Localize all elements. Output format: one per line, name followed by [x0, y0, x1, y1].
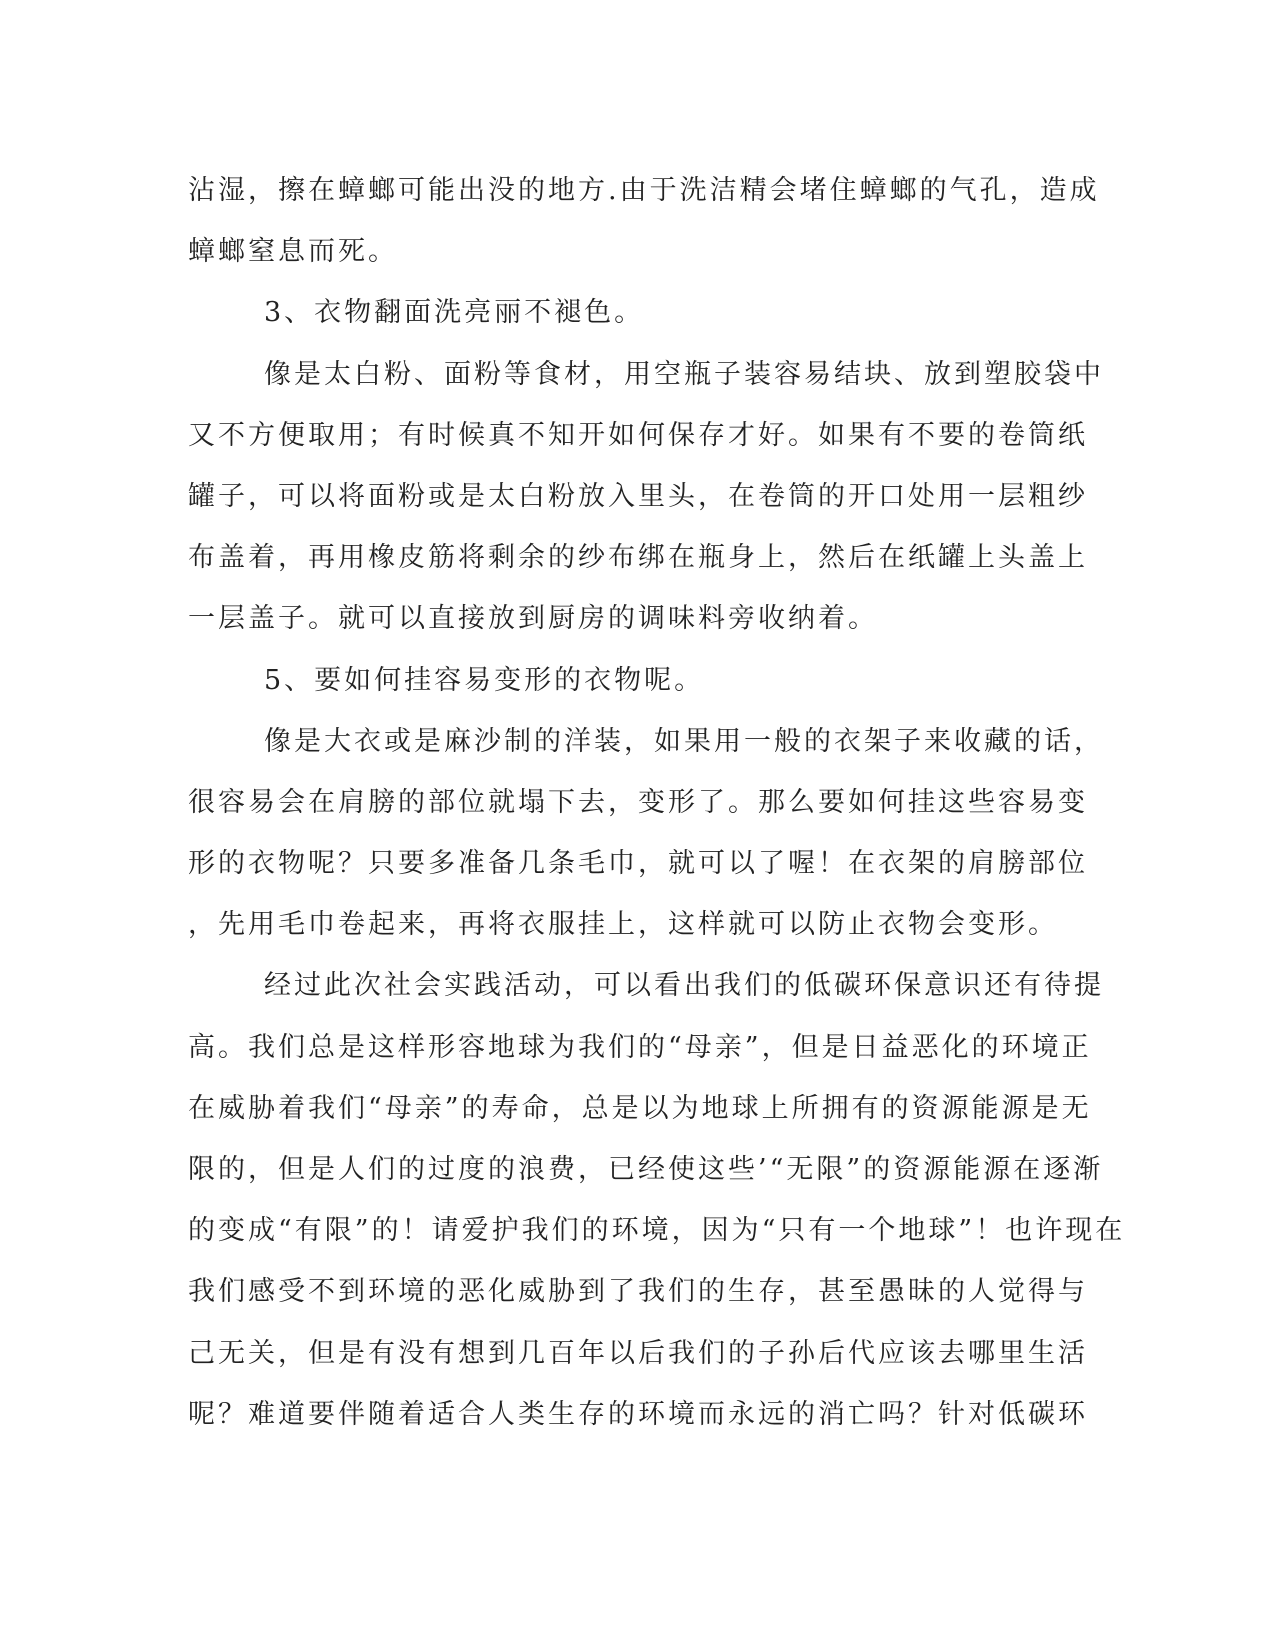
text-line: 罐子，可以将面粉或是太白粉放入里头，在卷筒的开口处用一层粗纱 [188, 480, 1088, 512]
text-line: 布盖着，再用橡皮筋将剩余的纱布绑在瓶身上，然后在纸罐上头盖上 [188, 542, 1088, 574]
text-line: 又不方便取用；有时候真不知开如何保存才好。如果有不要的卷筒纸 [188, 419, 1088, 451]
text-line: 像是太白粉、面粉等食材，用空瓶子装容易结块、放到塑胶袋中 [264, 358, 1104, 390]
text-line: 像是大衣或是麻沙制的洋装，如果用一般的衣架子来收藏的话， [264, 725, 1104, 757]
text-line: ，先用毛巾卷起来，再将衣服挂上，这样就可以防止衣物会变形。 [188, 909, 1058, 941]
section-heading: 5、要如何挂容易变形的衣物呢。 [264, 664, 705, 696]
section-heading: 3、衣物翻面洗亮丽不褪色。 [264, 297, 645, 329]
text-line: 的变成“有限”的！请爱护我们的环境，因为“只有一个地球”！也许现在 [188, 1215, 1126, 1247]
document-body [188, 160, 1126, 1445]
text-line: 蟑螂窒息而死。 [188, 236, 398, 268]
text-line: 限的，但是人们的过度的浪费，已经使这些’“无限”的资源能源在逐渐 [188, 1154, 1104, 1185]
text-line: 形的衣物呢？只要多准备几条毛巾，就可以了喔！在衣架的肩膀部位 [188, 848, 1088, 880]
text-line: 沾湿，擦在蟑螂可能出没的地方.由于洗洁精会堵住蟑螂的气孔，造成 [188, 175, 1100, 206]
text-line: 高。我们总是这样形容地球为我们的“母亲”，但是日益恶化的环境正 [188, 1031, 1092, 1063]
text-line: 己无关，但是有没有想到几百年以后我们的子孙后代应该去哪里生活 [188, 1337, 1088, 1369]
text-line: 经过此次社会实践活动，可以看出我们的低碳环保意识还有待提 [264, 970, 1104, 1002]
text-line: 我们感受不到环境的恶化威胁到了我们的生存，甚至愚昧的人觉得与 [188, 1276, 1088, 1308]
text-line: 在威胁着我们“母亲”的寿命，总是以为地球上所拥有的资源能源是无 [188, 1092, 1092, 1124]
text-line: 一层盖子。就可以直接放到厨房的调味料旁收纳着。 [188, 603, 878, 635]
text-line: 呢？难道要伴随着适合人类生存的环境而永远的消亡吗？针对低碳环 [188, 1398, 1088, 1430]
text-line: 很容易会在肩膀的部位就塌下去，变形了。那么要如何挂这些容易变 [188, 786, 1088, 818]
